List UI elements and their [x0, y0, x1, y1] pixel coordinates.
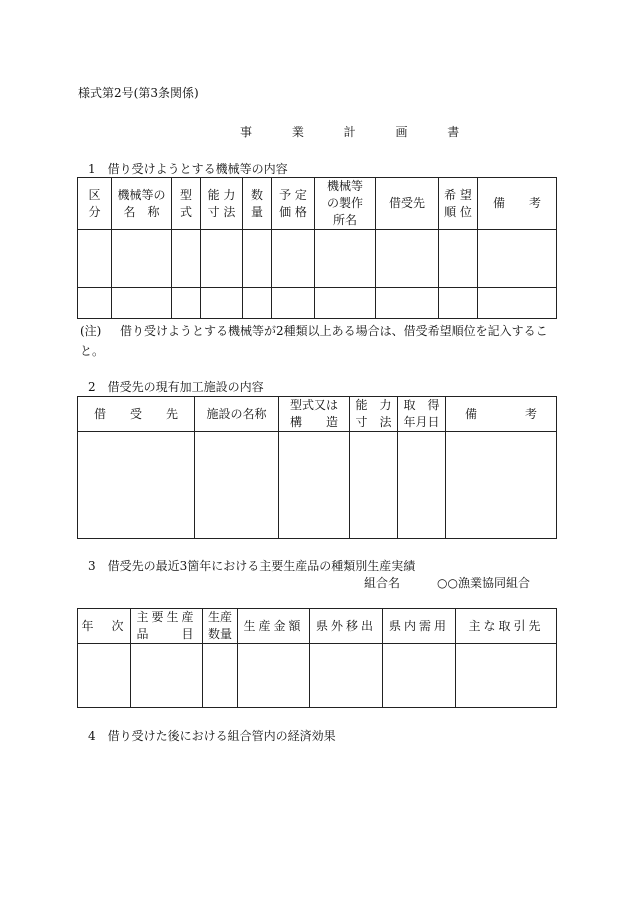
table-cell[interactable] — [112, 288, 172, 319]
association-name: ○○漁業協同組合 — [437, 576, 530, 590]
table-cell[interactable] — [478, 288, 557, 319]
table-cell[interactable] — [238, 644, 310, 708]
header-facility-name: 施設の名称 — [195, 397, 279, 432]
table-cell[interactable] — [195, 432, 279, 539]
table-cell[interactable] — [456, 644, 557, 708]
header-priority: 希 望 順 位 — [439, 178, 478, 230]
header-category: 区 分 — [78, 178, 112, 230]
table-cell[interactable] — [383, 644, 456, 708]
header-machine-name: 機械等の 名 称 — [112, 178, 172, 230]
form-number: 様式第2号(第3条関係) — [78, 86, 199, 100]
production-table — [77, 608, 557, 708]
section4-heading: 4 借り受けた後における組合管内の経済効果 — [88, 729, 336, 743]
note-label: (注) — [80, 324, 102, 338]
table-cell[interactable] — [279, 432, 350, 539]
header-in-prefecture: 県内需用 — [383, 609, 456, 644]
table-row — [78, 288, 557, 319]
header-production-quantity: 生産 数量 — [203, 609, 238, 644]
section2-heading: 2 借受先の現有加工施設の内容 — [88, 380, 264, 394]
table-cell[interactable] — [78, 644, 131, 708]
table-cell[interactable] — [439, 230, 478, 288]
table-cell[interactable] — [172, 230, 201, 288]
table-row — [78, 432, 557, 539]
table-cell[interactable] — [315, 288, 376, 319]
header-acquisition-date: 取 得 年月日 — [398, 397, 446, 432]
table-cell[interactable] — [446, 432, 557, 539]
table-cell[interactable] — [201, 230, 243, 288]
table-row — [78, 230, 557, 288]
table-cell[interactable] — [203, 644, 238, 708]
header-out-of-prefecture: 県外移出 — [310, 609, 383, 644]
table-cell[interactable] — [478, 230, 557, 288]
table-row — [78, 644, 557, 708]
table-cell[interactable] — [201, 288, 243, 319]
table-cell[interactable] — [376, 230, 439, 288]
header-model: 型 式 — [172, 178, 201, 230]
note — [80, 321, 560, 361]
table-cell[interactable] — [350, 432, 398, 539]
header-main-products: 主要生産 品 目 — [131, 609, 203, 644]
section1-heading: 1 借り受けようとする機械等の内容 — [88, 162, 288, 176]
association-label: 組合名 — [364, 576, 401, 590]
machinery-table — [77, 177, 557, 319]
header-model-structure: 型式又は 構 造 — [279, 397, 350, 432]
table-cell[interactable] — [78, 432, 195, 539]
header-production-value: 生産金額 — [238, 609, 310, 644]
table-cell[interactable] — [243, 288, 272, 319]
table-cell[interactable] — [172, 288, 201, 319]
table-cell[interactable] — [439, 288, 478, 319]
header-year: 年 次 — [78, 609, 131, 644]
header-remarks: 備 考 — [446, 397, 557, 432]
header-capacity: 能 力 寸 法 — [201, 178, 243, 230]
header-planned-price: 予 定 価 格 — [272, 178, 315, 230]
section3-heading: 3 借受先の最近3箇年における主要生産品の種類別生産実績 — [88, 559, 416, 573]
header-borrower: 借受先 — [376, 178, 439, 230]
table-cell[interactable] — [131, 644, 203, 708]
header-capacity: 能 力 寸 法 — [350, 397, 398, 432]
note-text: 借り受けようとする機械等が2種類以上ある場合は、借受希望順位を記入すること。 — [80, 324, 548, 358]
table-cell[interactable] — [112, 230, 172, 288]
header-quantity: 数 量 — [243, 178, 272, 230]
table-cell[interactable] — [398, 432, 446, 539]
table-cell[interactable] — [376, 288, 439, 319]
table-cell[interactable] — [78, 288, 112, 319]
facility-table — [77, 396, 557, 539]
table-cell[interactable] — [315, 230, 376, 288]
header-manufacturer: 機械等 の製作 所名 — [315, 178, 376, 230]
table-cell[interactable] — [272, 288, 315, 319]
header-main-customers: 主な取引先 — [456, 609, 557, 644]
table-cell[interactable] — [78, 230, 112, 288]
table-cell[interactable] — [310, 644, 383, 708]
header-borrower: 借 受 先 — [78, 397, 195, 432]
table-cell[interactable] — [272, 230, 315, 288]
document-title: 事 業 計 画 書 — [240, 125, 478, 139]
table-cell[interactable] — [243, 230, 272, 288]
header-remarks: 備 考 — [478, 178, 557, 230]
